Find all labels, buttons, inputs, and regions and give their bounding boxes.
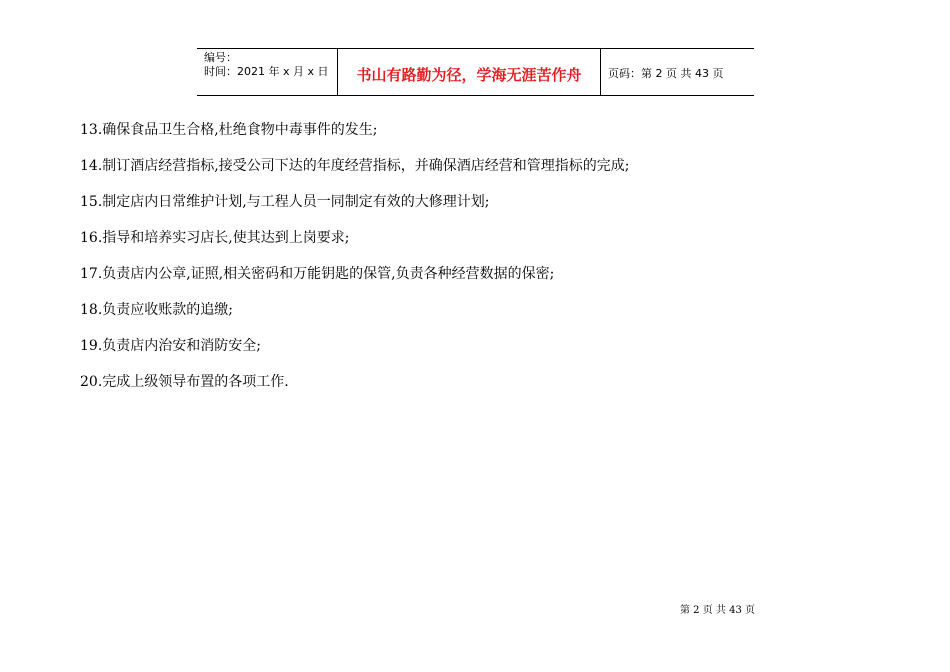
footer-page-number: 第 2 页 共 43 页 — [680, 605, 755, 616]
list-item: 19.负责店内治安和消防安全; — [80, 338, 261, 354]
page-footer — [680, 601, 755, 616]
list-item: 17.负责店内公章,证照,相关密码和万能钥匙的保管,负责各种经营数据的保密; — [80, 266, 555, 282]
motto-text: 书山有路勤为径，学海无涯苦作舟 — [356, 65, 582, 84]
list-item: 20.完成上级领导布置的各项工作. — [80, 374, 289, 390]
header-meta-cell — [197, 49, 338, 95]
page-info-cell — [601, 49, 754, 95]
list-item: 16.指导和培养实习店长,使其达到上岗要求; — [80, 230, 350, 246]
document-body — [80, 120, 900, 408]
list-item: 18.负责应收账款的追缴; — [80, 302, 233, 318]
number-label: 编号： — [204, 51, 237, 64]
time-label: 时间：2021 年 x 月 x 日 — [204, 65, 329, 78]
list-item: 13.确保食品卫生合格,杜绝食物中毒事件的发生; — [80, 122, 378, 138]
motto-cell — [338, 49, 601, 95]
list-item: 14.制订酒店经营指标,接受公司下达的年度经营指标，并确保酒店经营和管理指标的完成; — [80, 158, 630, 174]
page-info-text: 页码：第 2 页 共 43 页 — [608, 67, 724, 80]
header-table — [197, 48, 754, 96]
list-item: 15.制定店内日常维护计划,与工程人员一同制定有效的大修理计划; — [80, 194, 490, 210]
